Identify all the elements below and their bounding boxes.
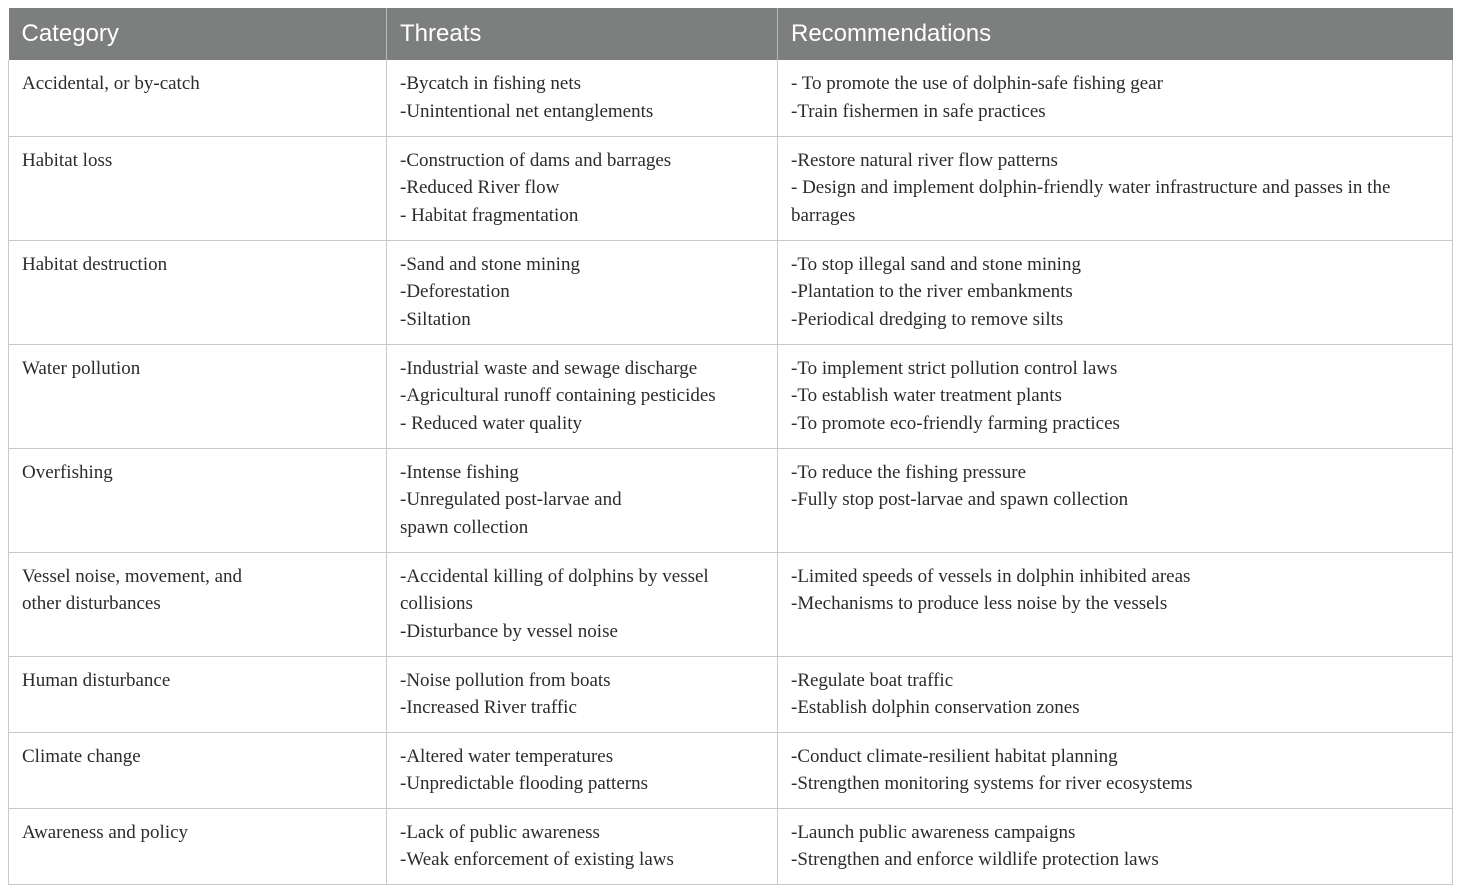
cell-line: - Design and implement dolphin-friendly water infrastructure and passes in the barrages	[791, 177, 1391, 226]
category-cell	[9, 552, 387, 656]
table-row	[9, 60, 1453, 136]
threats-cell	[387, 448, 778, 552]
cell-line: - Reduced water quality	[400, 412, 583, 434]
cell-line: -Reduced River flow	[400, 177, 560, 199]
table-row	[9, 808, 1453, 884]
table-body	[9, 60, 1453, 884]
table-row	[9, 344, 1453, 448]
cell-line: - To promote the use of dolphin-safe fishing gear	[791, 73, 1163, 94]
cell-line: -Construction of dams and barrages	[400, 149, 672, 171]
threats-cell	[387, 552, 778, 656]
column-header-threats: Threats	[387, 8, 778, 60]
recommendations-cell	[778, 808, 1453, 884]
cell-line: -Periodical dredging to remove silts	[791, 308, 1064, 330]
cell-line: -Industrial waste and sewage discharge	[400, 357, 698, 379]
category-cell	[9, 240, 387, 344]
category-cell	[9, 656, 387, 732]
cell-line: -To reduce the fishing pressure	[791, 461, 1027, 483]
category-cell	[9, 808, 387, 884]
cell-line: - Habitat fragmentation	[400, 204, 579, 226]
cell-line: Vessel noise, movement, and	[22, 565, 243, 587]
cell-line: -Siltation	[400, 308, 471, 330]
table-row	[9, 552, 1453, 656]
recommendations-cell	[778, 136, 1453, 240]
recommendations-cell	[778, 732, 1453, 808]
recommendations-cell	[778, 448, 1453, 552]
cell-line: -Launch public awareness campaigns	[791, 821, 1076, 843]
cell-line: -Limited speeds of vessels in dolphin inhibited areas	[791, 565, 1191, 587]
cell-line: -Noise pollution from boats	[400, 669, 611, 691]
cell-line: Habitat destruction	[22, 253, 168, 275]
category-cell	[9, 344, 387, 448]
threats-cell	[387, 656, 778, 732]
cell-line: -Strengthen monitoring systems for river ecosystems	[791, 773, 1193, 795]
header-row	[9, 8, 1453, 60]
cell-line: -Plantation to the river embankments	[791, 281, 1073, 303]
cell-line: -Unregulated post-larvae and	[400, 489, 622, 511]
cell-line: -Restore natural river flow patterns	[791, 149, 1058, 171]
cell-line: Human disturbance	[22, 669, 171, 691]
threats-cell	[387, 732, 778, 808]
cell-line: -Train fishermen in safe practices	[791, 100, 1046, 122]
threats-cell	[387, 60, 778, 136]
category-cell	[9, 136, 387, 240]
cell-line: -Conduct climate-resilient habitat planning	[791, 745, 1118, 767]
cell-line: -To promote eco-friendly farming practices	[791, 412, 1120, 434]
recommendations-cell	[778, 656, 1453, 732]
cell-line: -Sand and stone mining	[400, 253, 580, 275]
threats-cell	[387, 136, 778, 240]
recommendations-cell	[778, 344, 1453, 448]
cell-line: -Disturbance by vessel noise	[400, 620, 618, 642]
cell-line: -To establish water treatment plants	[791, 385, 1062, 407]
column-header-recommendations: Recommendations	[778, 8, 1453, 60]
cell-line: -Unpredictable flooding patterns	[400, 773, 648, 795]
cell-line: spawn collection	[400, 516, 529, 538]
cell-line: -Bycatch in fishing nets	[400, 73, 581, 94]
cell-line: -To stop illegal sand and stone mining	[791, 253, 1081, 275]
cell-line: -Deforestation	[400, 281, 510, 303]
recommendations-cell	[778, 552, 1453, 656]
cell-line: Awareness and policy	[22, 821, 189, 843]
cell-line: Water pollution	[22, 357, 141, 379]
recommendations-cell	[778, 240, 1453, 344]
cell-line: Accidental, or by-catch	[22, 73, 200, 94]
table-row	[9, 136, 1453, 240]
cell-line: Overfishing	[22, 461, 113, 483]
threats-cell	[387, 808, 778, 884]
recommendations-cell	[778, 60, 1453, 136]
cell-line: -Lack of public awareness	[400, 821, 600, 843]
cell-line: -Strengthen and enforce wildlife protection laws	[791, 849, 1159, 871]
cell-line: -Agricultural runoff containing pesticides	[400, 385, 716, 407]
threats-table	[8, 8, 1453, 885]
cell-line: -Altered water temperatures	[400, 745, 614, 767]
cell-line: -Intense fishing	[400, 461, 519, 483]
cell-line: -Weak enforcement of existing laws	[400, 849, 674, 871]
cell-line: collisions	[400, 593, 473, 615]
table-header	[9, 8, 1453, 60]
table-row	[9, 732, 1453, 808]
table-row	[9, 240, 1453, 344]
category-cell	[9, 732, 387, 808]
table-row	[9, 656, 1453, 732]
cell-line: -Fully stop post-larvae and spawn collection	[791, 489, 1129, 511]
cell-line: -Unintentional net entanglements	[400, 100, 654, 122]
threats-cell	[387, 344, 778, 448]
category-cell	[9, 60, 387, 136]
threats-cell	[387, 240, 778, 344]
cell-line: -To implement strict pollution control laws	[791, 357, 1118, 379]
cell-line: -Establish dolphin conservation zones	[791, 697, 1080, 719]
cell-line: other disturbances	[22, 593, 161, 615]
cell-line: -Accidental killing of dolphins by vessel	[400, 565, 709, 587]
cell-line: Climate change	[22, 745, 141, 767]
cell-line: -Regulate boat traffic	[791, 669, 954, 691]
table-row	[9, 448, 1453, 552]
cell-line: -Increased River traffic	[400, 697, 577, 719]
cell-line: Habitat loss	[22, 149, 113, 171]
cell-line: -Mechanisms to produce less noise by the vessels	[791, 593, 1168, 615]
category-cell	[9, 448, 387, 552]
column-header-category: Category	[9, 8, 387, 60]
